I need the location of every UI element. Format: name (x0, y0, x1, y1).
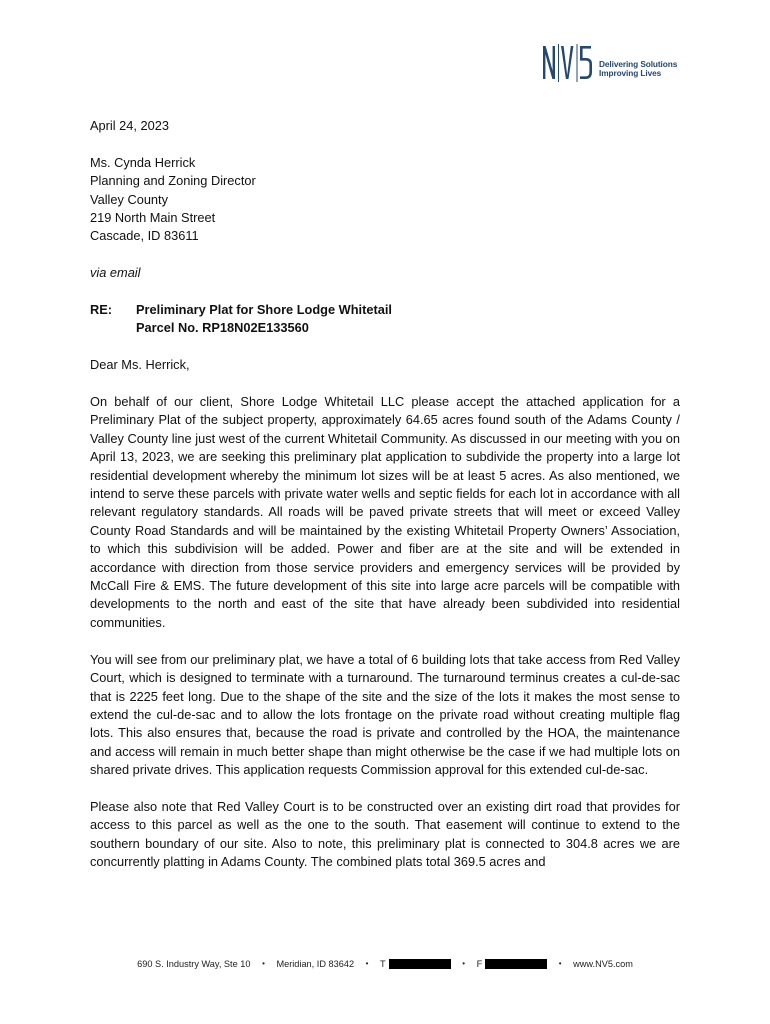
paragraph-2: You will see from our preliminary plat, we have a total of 6 building lots that take access from Red Valley Court, which is designed to terminate with a turnaround. The turnaround terminus creates a cul-de-sac that is 2225 feet long. Due to the shape of the site and the size of the lots it makes the most sense to extend the cul-de-sac and to allow the lots frontage on the private road without creating multiple flag lots. This also ensures that, because the road is private and controlled by the HOA, the maintenance and access will remain in much better shape than might otherwise be the case if we had multiple lots on shared private drives. This application requests Commission approval for this extended cul-de-sac. (90, 651, 680, 778)
footer-address: 690 S. Industry Way, Ste 10 (137, 958, 251, 969)
nv5-logo-mark (543, 44, 597, 84)
recipient-name: Ms. Cynda Herrick (90, 154, 196, 170)
letter-date: April 24, 2023 (90, 118, 169, 133)
subject-line (90, 301, 680, 338)
recipient-street: 219 North Main Street (90, 210, 216, 226)
logo-tagline-2: Improving Lives (599, 68, 662, 78)
footer-city: Meridian, ID 83642 (276, 958, 355, 969)
footer-bullet: • (558, 959, 562, 969)
fax-redaction (485, 959, 547, 969)
page-footer (0, 958, 770, 969)
footer-fax-label: F (476, 958, 483, 969)
footer-bullet: • (365, 959, 369, 969)
paragraph-3: Please also note that Red Valley Court is to be constructed over an existing dirt road that provides for access to this parcel as well as the one to the south. That easement will continue to extend to the southern boundary of our site. Also to note, this preliminary plat is connected to 304.8 acres we are concurrently platting in Adams County. The combined plats total 369.5 acres and (90, 798, 680, 870)
recipient-address (90, 154, 680, 246)
subject-line-2: Parcel No. RP18N02E133560 (136, 320, 309, 336)
letter-body (90, 117, 680, 872)
footer-website: www.NV5.com (573, 958, 633, 969)
footer-bullet: • (462, 959, 466, 969)
delivery-method: via email (90, 265, 141, 281)
logo-tagline (599, 60, 709, 78)
subject-label: RE: (90, 302, 113, 318)
recipient-title: Planning and Zoning Director (90, 173, 256, 189)
footer-phone-label: T (380, 958, 386, 969)
subject-text (136, 301, 392, 338)
salutation: Dear Ms. Herrick, (90, 357, 190, 373)
footer-bullet: • (262, 959, 265, 969)
paragraph-1: On behalf of our client, Shore Lodge Whitetail LLC please accept the attached application for a Preliminary Plat of the subject property, approximately 64.65 acres found south of the Adams County / Valley County line just west of the current Whitetail Community. As discussed in our meeting with you on April 13, 2023, we are seeking this preliminary plat application to subdivide the property into a large lot residential development whereby the minimum lot sizes will be at least 5 acres. As also mentioned, we intend to serve these parcels with private water wells and septic fields for each lot in accordance with all relevant regulatory standards. All roads will be paved private streets that will meet or exceed Valley County Road Standards and will be maintained by the existing Whitetail Property Owners’ Association, to which this subdivision will be added. Power and fiber are at the site and will be extended in accordance with direction from those service providers and emergency services will be provided by McCall Fire & EMS. The future development of this site into large acre parcels will be compatible with developments to the north and east of the site that have already been subdivided into residential communities. (90, 394, 680, 630)
phone-redaction (389, 959, 451, 969)
recipient-org: Valley County (90, 191, 169, 207)
logo-tagline-1: Delivering Solutions (599, 59, 678, 69)
subject-line-1: Preliminary Plat for Shore Lodge Whitetail (136, 302, 392, 318)
recipient-city: Cascade, ID 83611 (90, 228, 199, 244)
